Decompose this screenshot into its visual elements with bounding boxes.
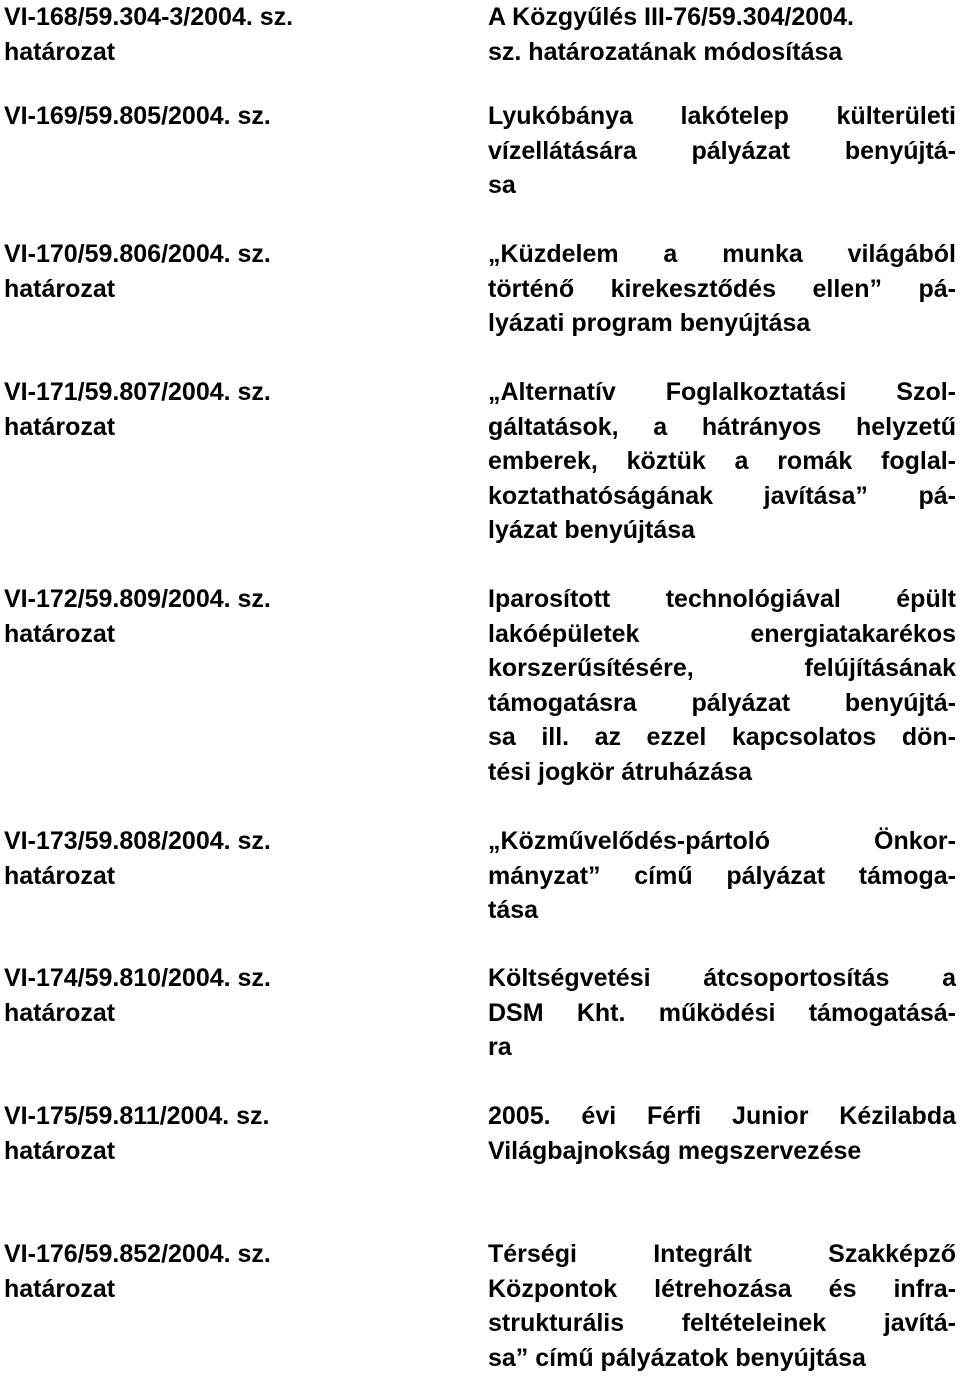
subject-line: lakóépületek energiatakarékos [488,619,956,648]
resolution-subject [488,1099,956,1168]
subject-line: „Alternatív Foglalkoztatási Szol- [488,378,956,406]
resolution-reference [4,0,424,69]
resolution-reference [4,237,424,306]
subject-line: Iparosított technológiával épült [488,585,956,613]
resolution-reference [4,961,424,1030]
subject-line: tési jogkör átruházása [488,757,752,786]
reference-line: határozat [4,861,116,890]
resolution-subject [488,961,956,1065]
resolution-reference [4,99,424,134]
subject-line: ra [488,1033,512,1061]
resolution-subject [488,99,956,203]
subject-line: strukturális feltételeinek javítá- [488,1309,956,1337]
subject-line: tása [488,896,539,924]
resolution-reference [4,1099,424,1168]
subject-line: Központok létrehozása és infra- [488,1274,956,1303]
reference-line: VI-168/59.304-3/2004. sz. [4,3,294,31]
resolution-subject [488,1237,956,1375]
subject-line: koztathatóságának javítása” pá- [488,481,956,510]
reference-line: határozat [4,619,116,648]
resolution-subject [488,582,956,789]
subject-line: „Küzdelem a munka világából [488,240,956,268]
subject-line: 2005. évi Férfi Junior Kézilabda [488,1102,956,1130]
reference-line: határozat [4,1274,116,1303]
subject-line: „Közművelődés-pártoló Önkor- [488,827,956,855]
reference-line: VI-176/59.852/2004. sz. [4,1240,271,1268]
resolution-reference [4,582,424,651]
reference-line: határozat [4,37,116,66]
subject-line: sa” című pályázatok benyújtása [488,1343,866,1372]
subject-line: sa [488,171,516,199]
subject-line: történő kirekesztődés ellen” pá- [488,274,956,303]
reference-line: VI-170/59.806/2004. sz. [4,240,271,268]
subject-line: A Közgyűlés III-76/59.304/2004. [488,3,854,31]
reference-line: VI-171/59.807/2004. sz. [4,378,271,406]
subject-line: lyázat benyújtása [488,516,696,544]
subject-line: gáltatások, a hátrányos helyzetű [488,412,956,441]
subject-line: támogatásra pályázat benyújtá- [488,688,956,717]
resolution-reference [4,1237,424,1306]
subject-line: sz. határozatának módosítása [488,37,843,66]
subject-line: korszerűsítésére, felújításának [488,654,956,682]
resolution-subject [488,824,956,928]
subject-line: Világbajnokság megszervezése [488,1136,862,1165]
reference-line: határozat [4,274,116,303]
subject-line: Költségvetési átcsoportosítás a [488,964,956,992]
resolution-subject [488,237,956,341]
subject-line: mányzat” című pályázat támoga- [488,861,956,890]
reference-line: VI-173/59.808/2004. sz. [4,827,271,855]
resolution-subject [488,375,956,548]
subject-line: Térségi Integrált Szakképző [488,1240,956,1268]
subject-line: Lyukóbánya lakótelep külterületi [488,102,956,130]
reference-line: határozat [4,412,116,441]
subject-line: sa ill. az ezzel kapcsolatos dön- [488,723,956,751]
reference-line: VI-174/59.810/2004. sz. [4,964,271,992]
resolution-reference [4,824,424,893]
resolution-reference [4,375,424,444]
reference-line: VI-175/59.811/2004. sz. [4,1102,270,1130]
subject-line: lyázati program benyújtása [488,309,811,337]
reference-line: VI-169/59.805/2004. sz. [4,102,271,130]
reference-line: VI-172/59.809/2004. sz. [4,585,271,613]
resolution-subject [488,0,956,69]
reference-line: határozat [4,1136,116,1165]
subject-line: vízellátására pályázat benyújtá- [488,136,956,165]
subject-line: DSM Kht. működési támogatásá- [488,998,956,1027]
reference-line: határozat [4,998,116,1027]
subject-line: emberek, köztük a romák foglal- [488,447,956,475]
